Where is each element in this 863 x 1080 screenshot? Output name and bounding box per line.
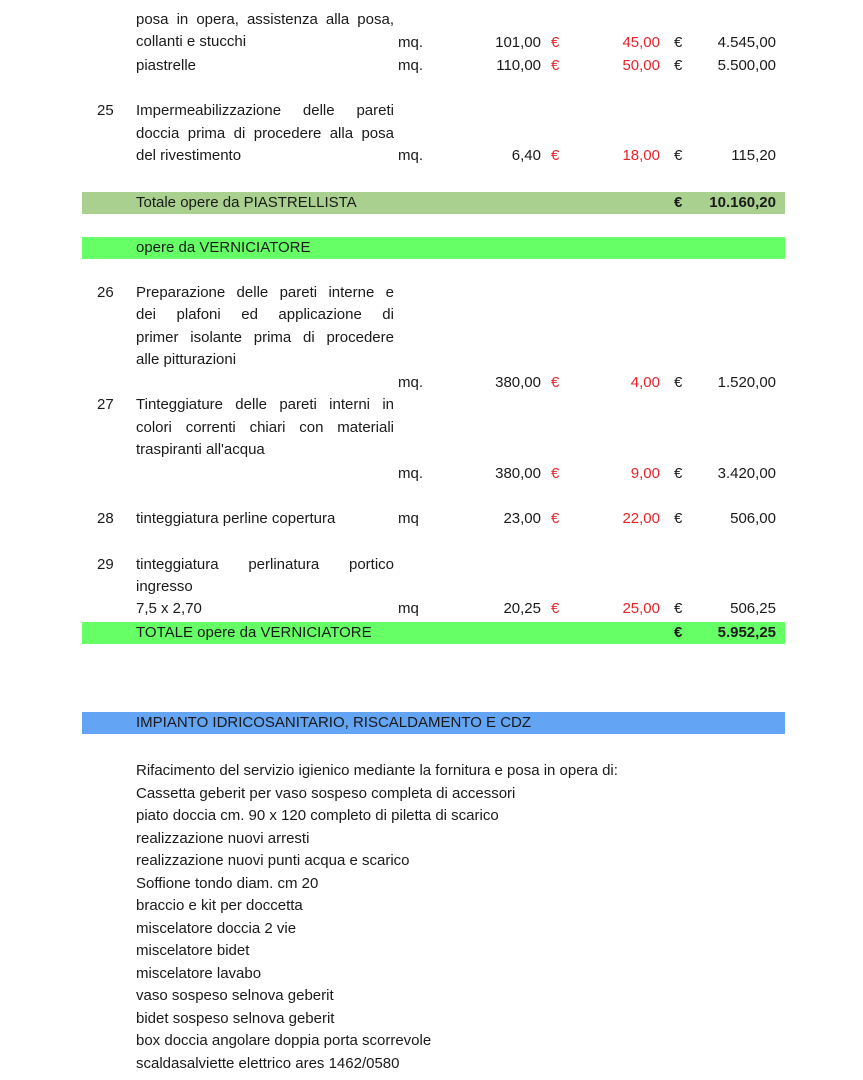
currency-symbol: € (551, 465, 560, 482)
item-desc-line: colori correnti chiari con materiali (136, 419, 394, 436)
description-line: Rifacimento del servizio igienico mediante la fornitura e posa in opera di: (136, 762, 618, 779)
currency-symbol: € (674, 510, 683, 527)
line-total: 115,20 (731, 147, 776, 164)
item-number: 28 (97, 510, 114, 527)
unit-price: 45,00 (622, 34, 660, 51)
item-desc-line: doccia prima di procedere alla posa (136, 125, 394, 142)
description-line: realizzazione nuovi punti acqua e scarico (136, 852, 410, 869)
unit: mq. (398, 147, 424, 164)
currency-symbol: € (551, 57, 560, 74)
description-line: braccio e kit per doccetta (136, 897, 303, 914)
description-line: piato doccia cm. 90 x 120 completo di piletta di scarico (136, 807, 499, 824)
item-desc-line: dei plafoni ed applicazione di (136, 306, 394, 323)
item-desc-line: alle pitturazioni (136, 351, 237, 368)
unit: mq. (398, 34, 424, 51)
currency-symbol: € (551, 34, 560, 51)
unit-price: 50,00 (622, 57, 660, 74)
currency-symbol: € (551, 510, 560, 527)
currency-symbol: € (674, 147, 683, 164)
item-number: 29 (97, 556, 114, 573)
subtotal-value: 10.160,20 (709, 194, 776, 211)
section-title: IMPIANTO IDRICOSANITARIO, RISCALDAMENTO E CDZ (136, 714, 532, 731)
item-desc-line: 7,5 x 2,70 (136, 600, 202, 617)
currency-symbol: € (674, 374, 683, 391)
unit: mq. (398, 465, 424, 482)
item-desc-line: Impermeabilizzazione delle pareti (136, 102, 394, 119)
subtotal-label: Totale opere da PIASTRELLISTA (136, 194, 357, 211)
currency-symbol: € (551, 374, 560, 391)
item-desc-line: primer isolante prima di procedere (136, 329, 394, 346)
description-line: bidet sospeso selnova geberit (136, 1010, 335, 1027)
unit: mq. (398, 374, 424, 391)
description-line: realizzazione nuovi arresti (136, 830, 310, 847)
currency-symbol: € (674, 600, 683, 617)
item-number: 25 (97, 102, 114, 119)
description-line: scaldasalviette elettrico ares 1462/0580 (136, 1055, 400, 1072)
subtotal-bar-verniciatore (82, 622, 785, 644)
currency-symbol: € (551, 147, 560, 164)
unit-price: 9,00 (630, 465, 660, 482)
description-line: box doccia angolare doppia porta scorrevole (136, 1032, 432, 1049)
unit: mq. (398, 57, 424, 74)
quantity: 101,00 (495, 34, 541, 51)
quantity: 20,25 (503, 600, 541, 617)
currency-symbol: € (674, 194, 683, 211)
quantity: 110,00 (496, 57, 541, 74)
description-line: Cassetta geberit per vaso sospeso completa di accessori (136, 785, 516, 802)
item-desc-line: ingresso (136, 578, 193, 595)
line-total: 5.500,00 (717, 57, 776, 74)
description-line: miscelatore bidet (136, 942, 250, 959)
unit-price: 25,00 (622, 600, 660, 617)
section-header-verniciatore (82, 237, 785, 259)
item-desc-line: piastrelle (136, 57, 197, 74)
item-desc-line: Tinteggiature delle pareti interni in (136, 396, 394, 413)
description-line: vaso sospeso selnova geberit (136, 987, 334, 1004)
currency-symbol: € (674, 34, 683, 51)
subtotal-value: 5.952,25 (717, 624, 776, 641)
section-header-idrosanitario (82, 712, 785, 734)
unit: mq (398, 510, 419, 527)
item-desc-line: posa in opera, assistenza alla posa, (136, 11, 394, 28)
item-desc-line: tinteggiatura perlinatura portico (136, 556, 394, 573)
line-total: 1.520,00 (717, 374, 776, 391)
currency-symbol: € (551, 600, 560, 617)
description-line: miscelatore doccia 2 vie (136, 920, 297, 937)
unit-price: 22,00 (622, 510, 660, 527)
line-total: 506,00 (730, 510, 776, 527)
section-title: opere da VERNICIATORE (136, 239, 311, 256)
item-number: 27 (97, 396, 114, 413)
item-desc-line: collanti e stucchi (136, 33, 247, 50)
currency-symbol: € (674, 57, 683, 74)
subtotal-bar-piastrellista (82, 192, 785, 214)
currency-symbol: € (674, 465, 683, 482)
unit-price: 4,00 (630, 374, 660, 391)
item-desc-line: traspiranti all'acqua (136, 441, 265, 458)
description-line: miscelatore lavabo (136, 965, 262, 982)
quantity: 23,00 (503, 510, 541, 527)
unit: mq (398, 600, 419, 617)
currency-symbol: € (674, 624, 683, 641)
quantity: 380,00 (495, 465, 541, 482)
item-number: 26 (97, 284, 114, 301)
item-desc-line: tinteggiatura perline copertura (136, 510, 336, 527)
quantity: 380,00 (495, 374, 541, 391)
item-desc-line: del rivestimento (136, 147, 242, 164)
line-total: 3.420,00 (717, 465, 776, 482)
unit-price: 18,00 (622, 147, 660, 164)
description-line: Soffione tondo diam. cm 20 (136, 875, 319, 892)
item-desc-line: Preparazione delle pareti interne e (136, 284, 394, 301)
line-total: 506,25 (730, 600, 776, 617)
quantity: 6,40 (511, 147, 541, 164)
line-total: 4.545,00 (717, 34, 776, 51)
subtotal-label: TOTALE opere da VERNICIATORE (136, 624, 372, 641)
